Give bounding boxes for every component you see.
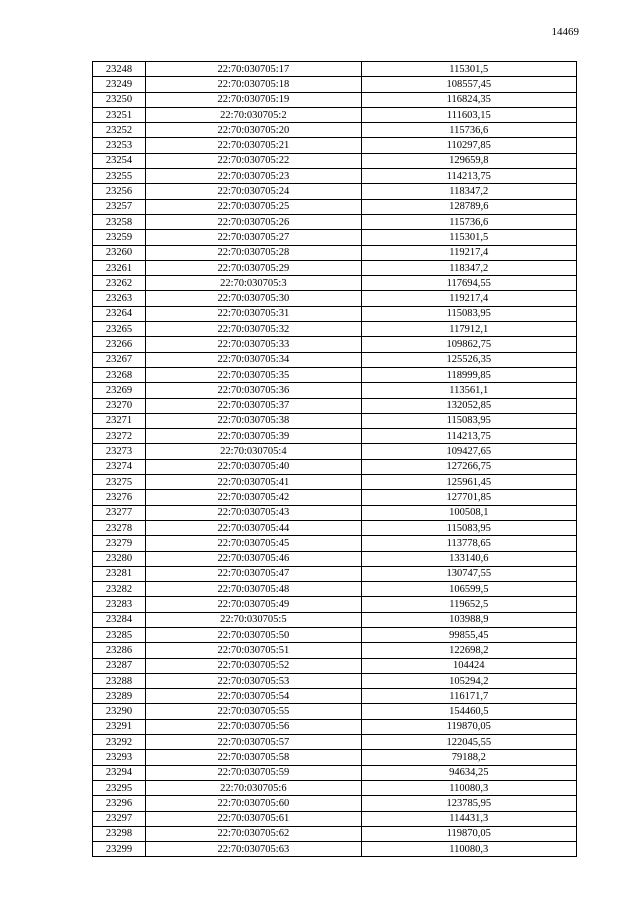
cadastral-value-cell: 122698,2 [361, 643, 576, 658]
table-row [93, 520, 577, 535]
cadastral-number-cell: 22:70:030705:2 [146, 107, 361, 122]
cadastral-number-cell: 22:70:030705:53 [146, 673, 361, 688]
cadastral-value-cell: 115301,5 [361, 62, 576, 77]
row-number-cell: 23252 [93, 123, 146, 138]
cadastral-number-cell: 22:70:030705:44 [146, 520, 361, 535]
cadastral-number-cell: 22:70:030705:56 [146, 719, 361, 734]
table-row [93, 92, 577, 107]
table-row [93, 780, 577, 795]
row-number-cell: 23260 [93, 245, 146, 260]
cadastral-value-cell: 122045,55 [361, 735, 576, 750]
cadastral-value-cell: 118999,85 [361, 367, 576, 382]
table-row [93, 582, 577, 597]
table-row [93, 184, 577, 199]
cadastral-value-cell: 133140,6 [361, 551, 576, 566]
cadastral-number-cell: 22:70:030705:45 [146, 536, 361, 551]
cadastral-value-cell: 115083,95 [361, 306, 576, 321]
table-row [93, 796, 577, 811]
row-number-cell: 23267 [93, 352, 146, 367]
cadastral-value-cell: 127701,85 [361, 490, 576, 505]
cadastral-value-cell: 114431,3 [361, 811, 576, 826]
row-number-cell: 23297 [93, 811, 146, 826]
cadastral-number-cell: 22:70:030705:35 [146, 367, 361, 382]
cadastral-value-cell: 118347,2 [361, 260, 576, 275]
table-row [93, 765, 577, 780]
row-number-cell: 23277 [93, 505, 146, 520]
cadastral-number-cell: 22:70:030705:29 [146, 260, 361, 275]
cadastral-number-cell: 22:70:030705:47 [146, 566, 361, 581]
row-number-cell: 23298 [93, 826, 146, 841]
table-row [93, 306, 577, 321]
table-row [93, 62, 577, 77]
row-number-cell: 23270 [93, 398, 146, 413]
row-number-cell: 23274 [93, 459, 146, 474]
cadastral-number-cell: 22:70:030705:63 [146, 842, 361, 857]
table-row [93, 291, 577, 306]
row-number-cell: 23253 [93, 138, 146, 153]
cadastral-value-cell: 117912,1 [361, 322, 576, 337]
cadastral-number-cell: 22:70:030705:42 [146, 490, 361, 505]
cadastral-value-cell: 116824,35 [361, 92, 576, 107]
row-number-cell: 23293 [93, 750, 146, 765]
row-number-cell: 23258 [93, 214, 146, 229]
cadastral-number-cell: 22:70:030705:39 [146, 429, 361, 444]
row-number-cell: 23254 [93, 153, 146, 168]
cadastral-value-cell: 116171,7 [361, 689, 576, 704]
row-number-cell: 23262 [93, 276, 146, 291]
cadastral-number-cell: 22:70:030705:28 [146, 245, 361, 260]
table-row [93, 597, 577, 612]
cadastral-number-cell: 22:70:030705:40 [146, 459, 361, 474]
cadastral-number-cell: 22:70:030705:41 [146, 475, 361, 490]
row-number-cell: 23271 [93, 413, 146, 428]
cadastral-number-cell: 22:70:030705:58 [146, 750, 361, 765]
cadastral-value-cell: 115083,95 [361, 520, 576, 535]
cadastral-value-cell: 119870,05 [361, 719, 576, 734]
row-number-cell: 23255 [93, 169, 146, 184]
cadastral-number-cell: 22:70:030705:4 [146, 444, 361, 459]
cadastral-value-cell: 125961,45 [361, 475, 576, 490]
table-row [93, 429, 577, 444]
table-row [93, 719, 577, 734]
row-number-cell: 23256 [93, 184, 146, 199]
cadastral-number-cell: 22:70:030705:20 [146, 123, 361, 138]
cadastral-number-cell: 22:70:030705:30 [146, 291, 361, 306]
cadastral-number-cell: 22:70:030705:24 [146, 184, 361, 199]
cadastral-number-cell: 22:70:030705:18 [146, 77, 361, 92]
cadastral-value-cell: 109862,75 [361, 337, 576, 352]
row-number-cell: 23294 [93, 765, 146, 780]
cadastral-value-cell: 125526,35 [361, 352, 576, 367]
cadastral-number-cell: 22:70:030705:57 [146, 735, 361, 750]
row-number-cell: 23291 [93, 719, 146, 734]
table-row [93, 826, 577, 841]
page-number: 14469 [551, 26, 579, 38]
cadastral-value-cell: 108557,45 [361, 77, 576, 92]
row-number-cell: 23263 [93, 291, 146, 306]
cadastral-value-cell: 115301,5 [361, 230, 576, 245]
cadastral-number-cell: 22:70:030705:6 [146, 780, 361, 795]
row-number-cell: 23264 [93, 306, 146, 321]
row-number-cell: 23272 [93, 429, 146, 444]
cadastral-value-cell: 99855,45 [361, 627, 576, 642]
table-row [93, 551, 577, 566]
row-number-cell: 23250 [93, 92, 146, 107]
row-number-cell: 23283 [93, 597, 146, 612]
cadastral-number-cell: 22:70:030705:36 [146, 383, 361, 398]
cadastral-number-cell: 22:70:030705:21 [146, 138, 361, 153]
row-number-cell: 23257 [93, 199, 146, 214]
cadastral-number-cell: 22:70:030705:52 [146, 658, 361, 673]
cadastral-number-cell: 22:70:030705:49 [146, 597, 361, 612]
cadastral-number-cell: 22:70:030705:46 [146, 551, 361, 566]
cadastral-value-cell: 154460,5 [361, 704, 576, 719]
table-row [93, 505, 577, 520]
cadastral-value-cell: 113561,1 [361, 383, 576, 398]
table-row [93, 245, 577, 260]
cadastral-value-cell: 110080,3 [361, 780, 576, 795]
cadastral-number-cell: 22:70:030705:61 [146, 811, 361, 826]
cadastral-value-table [92, 61, 577, 857]
cadastral-value-cell: 100508,1 [361, 505, 576, 520]
row-number-cell: 23288 [93, 673, 146, 688]
row-number-cell: 23251 [93, 107, 146, 122]
table-row [93, 459, 577, 474]
table-row [93, 123, 577, 138]
table-row [93, 658, 577, 673]
table-row [93, 612, 577, 627]
cadastral-value-cell: 132052,85 [361, 398, 576, 413]
cadastral-number-cell: 22:70:030705:3 [146, 276, 361, 291]
cadastral-value-cell: 115736,6 [361, 214, 576, 229]
table-row [93, 322, 577, 337]
cadastral-value-cell: 106599,5 [361, 582, 576, 597]
cadastral-value-cell: 119217,4 [361, 245, 576, 260]
table-row [93, 169, 577, 184]
cadastral-number-cell: 22:70:030705:51 [146, 643, 361, 658]
table-row [93, 107, 577, 122]
row-number-cell: 23275 [93, 475, 146, 490]
table-row [93, 337, 577, 352]
table-row [93, 536, 577, 551]
row-number-cell: 23295 [93, 780, 146, 795]
cadastral-number-cell: 22:70:030705:19 [146, 92, 361, 107]
cadastral-value-cell: 123785,95 [361, 796, 576, 811]
cadastral-number-cell: 22:70:030705:55 [146, 704, 361, 719]
cadastral-value-cell: 119652,5 [361, 597, 576, 612]
cadastral-value-cell: 115083,95 [361, 413, 576, 428]
cadastral-number-cell: 22:70:030705:60 [146, 796, 361, 811]
row-number-cell: 23286 [93, 643, 146, 658]
cadastral-value-cell: 129659,8 [361, 153, 576, 168]
cadastral-value-cell: 79188,2 [361, 750, 576, 765]
cadastral-number-cell: 22:70:030705:23 [146, 169, 361, 184]
table-row [93, 214, 577, 229]
cadastral-value-cell: 105294,2 [361, 673, 576, 688]
cadastral-value-cell: 117694,55 [361, 276, 576, 291]
table-row [93, 811, 577, 826]
cadastral-number-cell: 22:70:030705:34 [146, 352, 361, 367]
table-row [93, 413, 577, 428]
cadastral-number-cell: 22:70:030705:25 [146, 199, 361, 214]
cadastral-value-cell: 114213,75 [361, 429, 576, 444]
cadastral-number-cell: 22:70:030705:32 [146, 322, 361, 337]
cadastral-value-cell: 109427,65 [361, 444, 576, 459]
cadastral-value-cell: 119870,05 [361, 826, 576, 841]
row-number-cell: 23268 [93, 367, 146, 382]
table-row [93, 842, 577, 857]
cadastral-number-cell: 22:70:030705:33 [146, 337, 361, 352]
row-number-cell: 23279 [93, 536, 146, 551]
row-number-cell: 23249 [93, 77, 146, 92]
table-row [93, 352, 577, 367]
cadastral-number-cell: 22:70:030705:27 [146, 230, 361, 245]
row-number-cell: 23280 [93, 551, 146, 566]
cadastral-value-cell: 110080,3 [361, 842, 576, 857]
cadastral-value-cell: 119217,4 [361, 291, 576, 306]
cadastral-value-cell: 111603,15 [361, 107, 576, 122]
row-number-cell: 23248 [93, 62, 146, 77]
table-body [93, 62, 577, 857]
table-row [93, 643, 577, 658]
row-number-cell: 23282 [93, 582, 146, 597]
table-row [93, 490, 577, 505]
table-row [93, 566, 577, 581]
row-number-cell: 23290 [93, 704, 146, 719]
row-number-cell: 23259 [93, 230, 146, 245]
table-row [93, 475, 577, 490]
row-number-cell: 23269 [93, 383, 146, 398]
table-row [93, 77, 577, 92]
row-number-cell: 23265 [93, 322, 146, 337]
cadastral-number-cell: 22:70:030705:31 [146, 306, 361, 321]
cadastral-value-cell: 115736,6 [361, 123, 576, 138]
table-row [93, 153, 577, 168]
row-number-cell: 23278 [93, 520, 146, 535]
row-number-cell: 23296 [93, 796, 146, 811]
row-number-cell: 23284 [93, 612, 146, 627]
table-row [93, 276, 577, 291]
table-row [93, 199, 577, 214]
cadastral-number-cell: 22:70:030705:59 [146, 765, 361, 780]
cadastral-number-cell: 22:70:030705:48 [146, 582, 361, 597]
row-number-cell: 23285 [93, 627, 146, 642]
cadastral-number-cell: 22:70:030705:37 [146, 398, 361, 413]
cadastral-number-cell: 22:70:030705:54 [146, 689, 361, 704]
table-row [93, 138, 577, 153]
cadastral-value-cell: 110297,85 [361, 138, 576, 153]
cadastral-value-cell: 94634,25 [361, 765, 576, 780]
cadastral-number-cell: 22:70:030705:62 [146, 826, 361, 841]
cadastral-number-cell: 22:70:030705:22 [146, 153, 361, 168]
row-number-cell: 23261 [93, 260, 146, 275]
cadastral-value-cell: 114213,75 [361, 169, 576, 184]
row-number-cell: 23299 [93, 842, 146, 857]
table-row [93, 367, 577, 382]
table-row [93, 673, 577, 688]
cadastral-number-cell: 22:70:030705:38 [146, 413, 361, 428]
cadastral-value-cell: 128789,6 [361, 199, 576, 214]
cadastral-number-cell: 22:70:030705:17 [146, 62, 361, 77]
cadastral-value-cell: 118347,2 [361, 184, 576, 199]
cadastral-value-cell: 130747,55 [361, 566, 576, 581]
table-row [93, 383, 577, 398]
cadastral-number-cell: 22:70:030705:5 [146, 612, 361, 627]
table-row [93, 398, 577, 413]
cadastral-value-cell: 127266,75 [361, 459, 576, 474]
table-row [93, 704, 577, 719]
cadastral-number-cell: 22:70:030705:43 [146, 505, 361, 520]
row-number-cell: 23287 [93, 658, 146, 673]
row-number-cell: 23273 [93, 444, 146, 459]
cadastral-value-cell: 113778,65 [361, 536, 576, 551]
table-row [93, 750, 577, 765]
table-row [93, 260, 577, 275]
table-row [93, 627, 577, 642]
table-row [93, 735, 577, 750]
table-row [93, 230, 577, 245]
row-number-cell: 23292 [93, 735, 146, 750]
row-number-cell: 23266 [93, 337, 146, 352]
cadastral-number-cell: 22:70:030705:50 [146, 627, 361, 642]
row-number-cell: 23281 [93, 566, 146, 581]
cadastral-number-cell: 22:70:030705:26 [146, 214, 361, 229]
cadastral-value-cell: 104424 [361, 658, 576, 673]
table-row [93, 689, 577, 704]
row-number-cell: 23289 [93, 689, 146, 704]
table-row [93, 444, 577, 459]
cadastral-value-cell: 103988,9 [361, 612, 576, 627]
row-number-cell: 23276 [93, 490, 146, 505]
